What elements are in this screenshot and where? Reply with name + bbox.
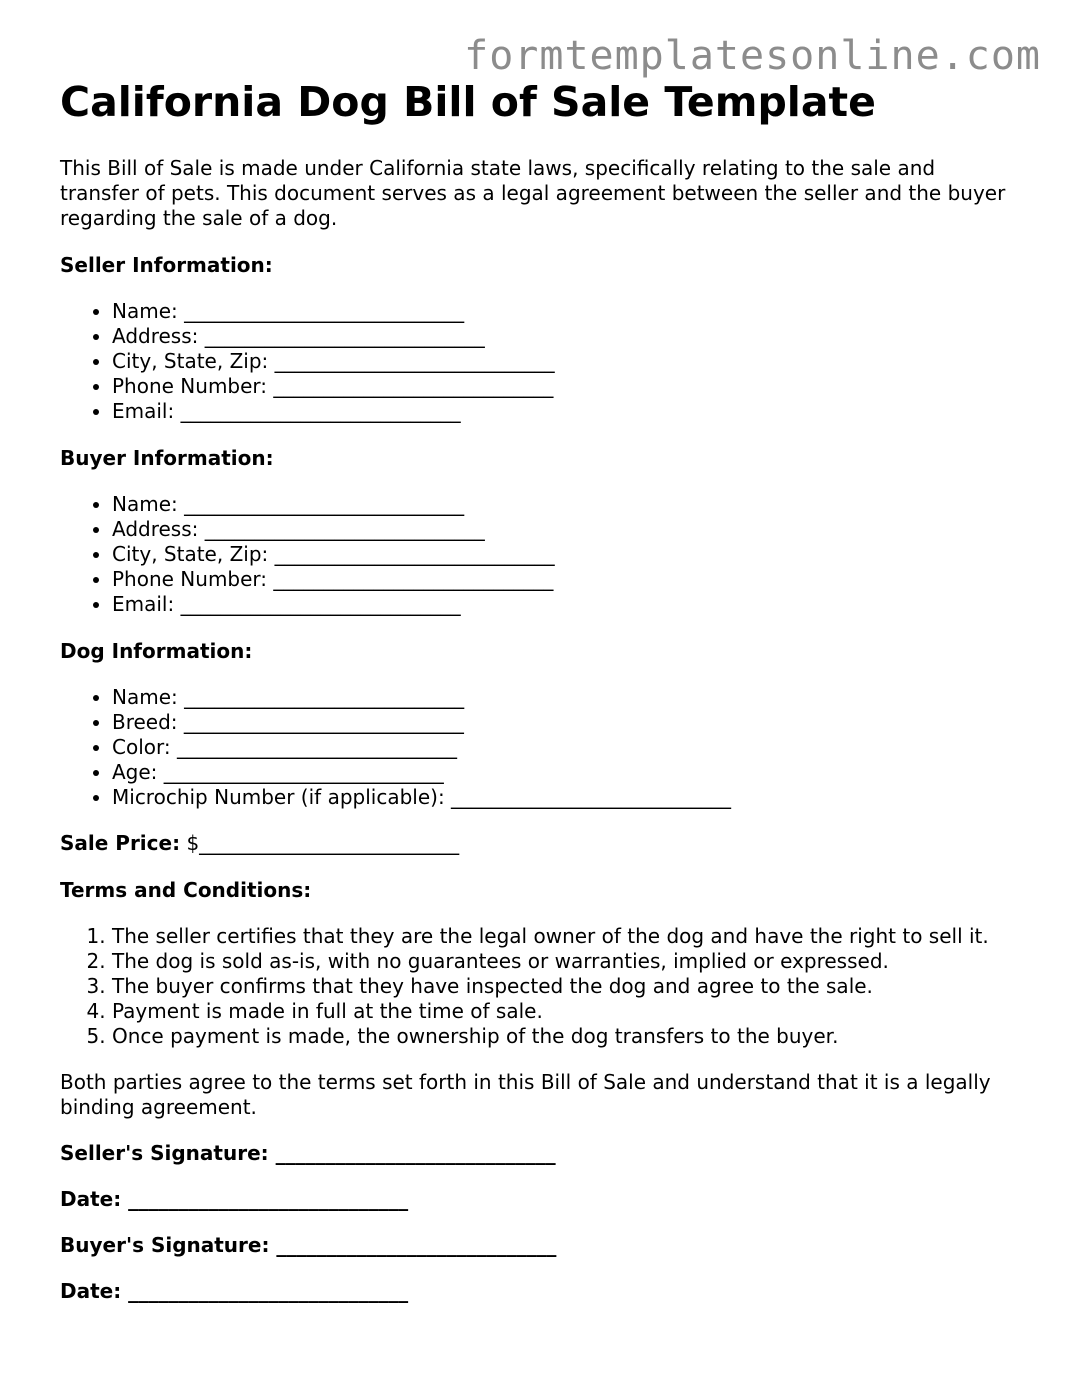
dog-breed-field: • Breed: ____________________________ bbox=[112, 710, 1020, 735]
dog-microchip-field: • Microchip Number (if applicable): ____________________________ bbox=[112, 785, 1020, 810]
terms-heading: Terms and Conditions: bbox=[60, 878, 312, 902]
seller-signature-line: Seller's Signature: ____________________________ bbox=[60, 1141, 556, 1165]
term-item: 2. The dog is sold as-is, with no guarantees or warranties, implied or expressed. bbox=[112, 949, 1020, 974]
sale-price-value: $__________________________ bbox=[186, 831, 460, 855]
dog-color-field: • Color: ____________________________ bbox=[112, 735, 1020, 760]
seller-address-field: • Address: ____________________________ bbox=[112, 324, 1020, 349]
buyer-phone-field: • Phone Number: ____________________________ bbox=[112, 567, 1020, 592]
document bbox=[60, 78, 1020, 1304]
terms-list bbox=[60, 924, 1020, 1049]
buyer-fields-list bbox=[60, 492, 1020, 617]
intro-paragraph: This Bill of Sale is made under California state laws, specifically relating to the sale and transfer of pets. This document serves as a legal agreement between the seller and the buyer regarding the sale of a dog. bbox=[60, 156, 1006, 230]
page-title: California Dog Bill of Sale Template bbox=[60, 78, 876, 126]
seller-name-field: • Name: ____________________________ bbox=[112, 299, 1020, 324]
buyer-date-line: Date: ____________________________ bbox=[60, 1279, 409, 1303]
term-item: 4. Payment is made in full at the time of sale. bbox=[112, 999, 1020, 1024]
buyer-email-field: • Email: ____________________________ bbox=[112, 592, 1020, 617]
sale-price-row bbox=[60, 831, 1020, 856]
term-item: 5. Once payment is made, the ownership of the dog transfers to the buyer. bbox=[112, 1024, 1020, 1049]
buyer-name-field: • Name: ____________________________ bbox=[112, 492, 1020, 517]
buyer-city-state-zip-field: • City, State, Zip: ____________________________ bbox=[112, 542, 1020, 567]
term-item: 1. The seller certifies that they are the legal owner of the dog and have the right to sell it. bbox=[112, 924, 1020, 949]
buyer-address-field: • Address: ____________________________ bbox=[112, 517, 1020, 542]
seller-fields-list bbox=[60, 299, 1020, 424]
seller-phone-field: • Phone Number: ____________________________ bbox=[112, 374, 1020, 399]
sale-price-label: Sale Price: bbox=[60, 831, 181, 855]
buyer-signature-line: Buyer's Signature: ____________________________ bbox=[60, 1233, 557, 1257]
dog-name-field: • Name: ____________________________ bbox=[112, 685, 1020, 710]
watermark: formtemplatesonline.com bbox=[464, 33, 1041, 79]
seller-date-line: Date: ____________________________ bbox=[60, 1187, 409, 1211]
dog-heading: Dog Information: bbox=[60, 639, 253, 663]
term-item: 3. The buyer confirms that they have inspected the dog and agree to the sale. bbox=[112, 974, 1020, 999]
closing-paragraph: Both parties agree to the terms set forth in this Bill of Sale and understand that it is a legally binding agreement. bbox=[60, 1070, 991, 1119]
seller-heading: Seller Information: bbox=[60, 253, 273, 277]
seller-email-field: • Email: ____________________________ bbox=[112, 399, 1020, 424]
dog-fields-list bbox=[60, 685, 1020, 810]
buyer-heading: Buyer Information: bbox=[60, 446, 274, 470]
seller-city-state-zip-field: • City, State, Zip: ____________________________ bbox=[112, 349, 1020, 374]
dog-age-field: • Age: ____________________________ bbox=[112, 760, 1020, 785]
